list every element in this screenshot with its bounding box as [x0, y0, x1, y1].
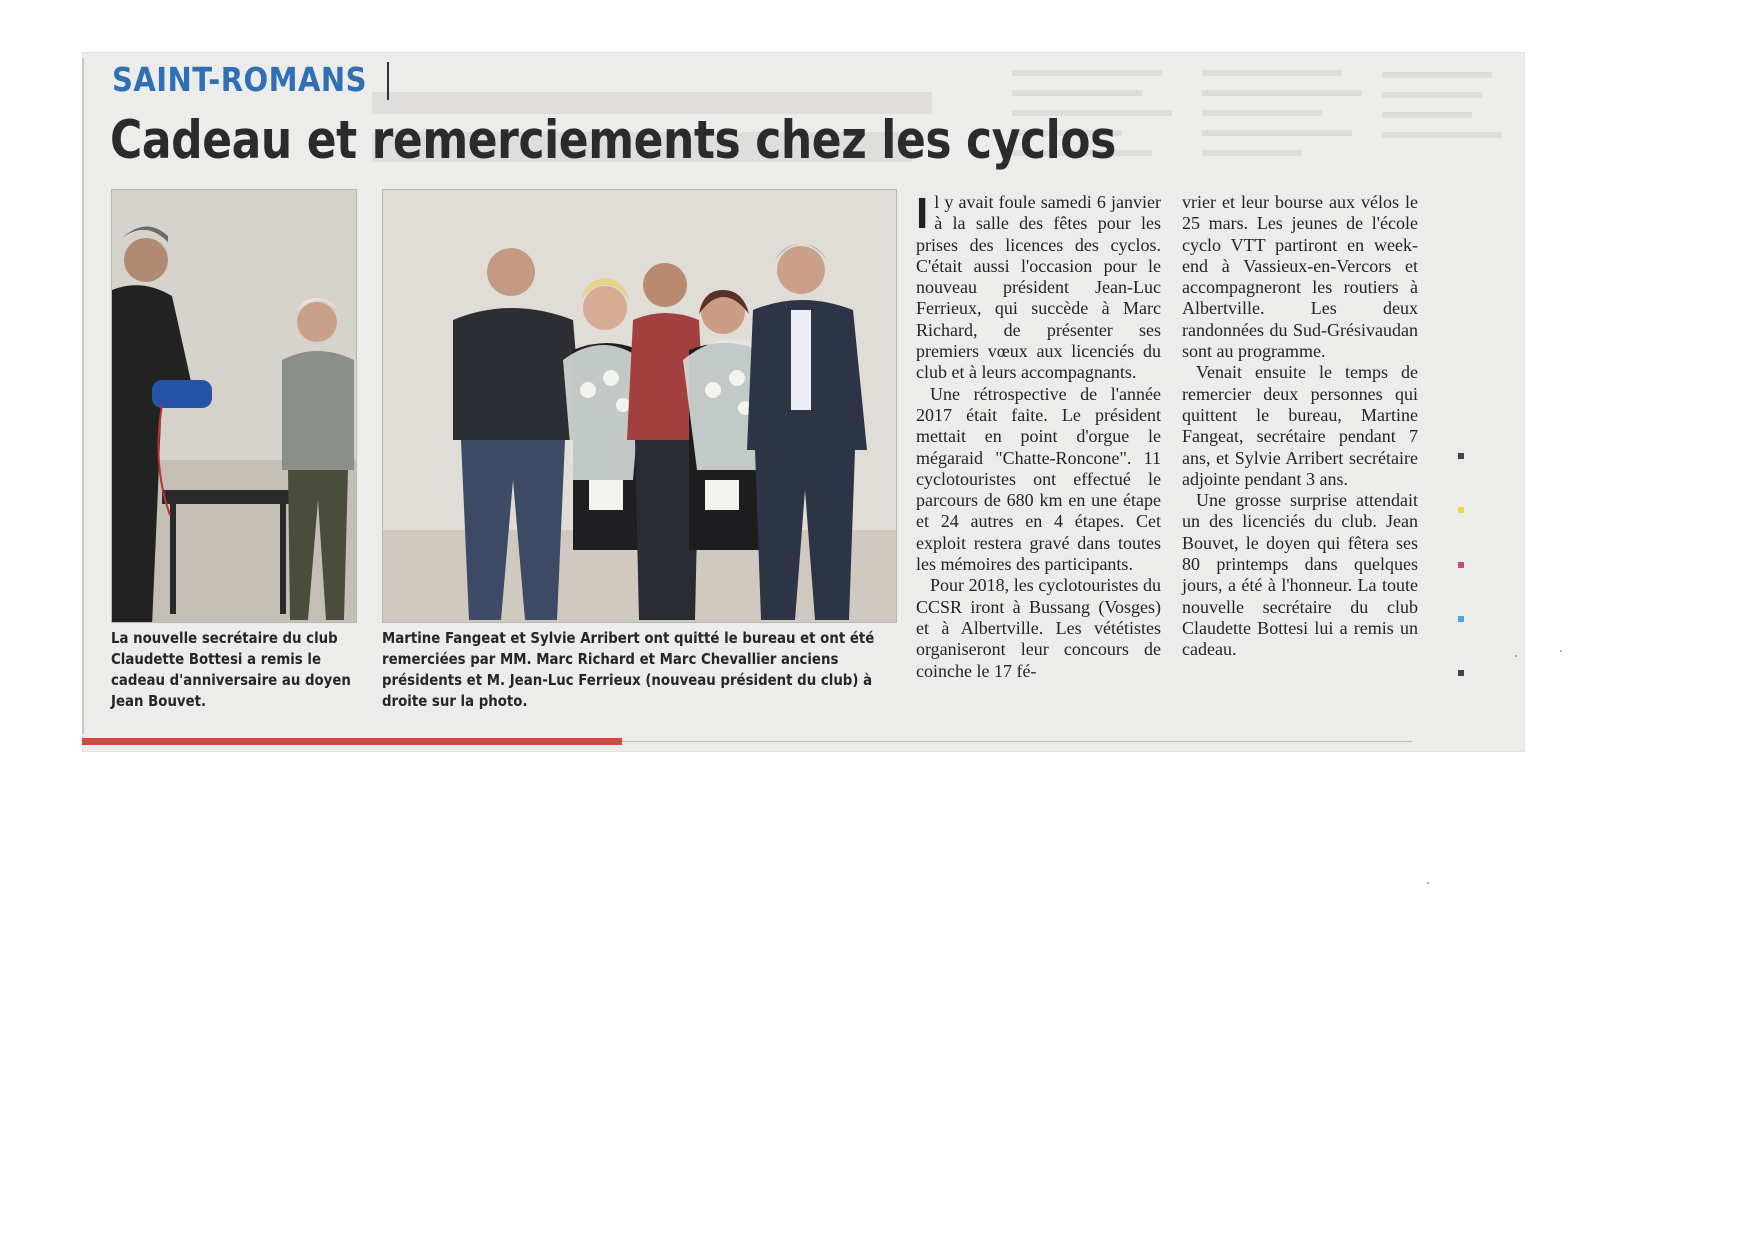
column-rule [82, 58, 84, 734]
photo-gift-presentation [111, 189, 357, 623]
registration-mark-black-2 [1458, 670, 1464, 676]
photo-group-flowers [382, 189, 897, 623]
dropcap: I [916, 189, 929, 238]
paragraph-1 [916, 189, 1161, 384]
newspaper-clipping [82, 52, 1525, 752]
footer-accent-rule [82, 738, 622, 745]
kicker-divider [387, 62, 389, 100]
registration-mark-cyan [1458, 616, 1464, 622]
article-column-2 [1182, 192, 1418, 661]
photo-group-illustration [383, 190, 896, 622]
section-kicker: SAINT-ROMANS [112, 60, 368, 99]
paragraph-2: Une rétrospective de l'année 2017 était faite. Le président mettait en point d'orgue le mégaraid "Chatte-Roncone". 11 cyclotouristes ont effectué le parcours de 680 km en une étape et 24 autres en 4 étapes. Cet exploit restera gravé dans toutes les mémoires des participants. [916, 383, 1161, 575]
footer-rule [622, 741, 1412, 742]
scan-speck [1427, 882, 1429, 884]
article-column-1 [916, 189, 1161, 682]
scan-speck [1560, 650, 1562, 652]
registration-mark-yellow [1458, 507, 1464, 513]
paragraph-4: Venait ensuite le temps de remercier deux personnes qui quittent le bureau, Martine Fangeat, secrétaire pendant 7 ans, et Sylvie Arribert secrétaire adjointe pendant 3 ans. [1182, 362, 1418, 489]
paragraph-3a: Pour 2018, les cyclotouristes du CCSR iront à Bussang (Vosges) et à Albertville. Les vététistes organiseront leur concours de coinche le 17 fé- [916, 575, 1161, 681]
photo-caption-2: Martine Fangeat et Sylvie Arribert ont quitté le bureau et ont été remerciées par MM. Marc Richard et Marc Chevallier anciens présidents et M. Jean-Luc Ferrieux (nouveau président du club) à droite sur la photo. [382, 629, 875, 710]
headline: Cadeau et remerciements chez les cyclos [110, 110, 1116, 171]
paragraph-5: Une grosse surprise attendait un des licenciés du club. Jean Bouvet, le doyen qui fêtera ses 80 printemps dans quelques jours, a été à l'honneur. La toute nouvelle secrétaire du club Claudette Bottesi lui a remis un cadeau. [1182, 490, 1418, 660]
photo-caption-1: La nouvelle secrétaire du club Claudette Bottesi a remis le cadeau d'anniversaire au doyen Jean Bouvet. [111, 629, 351, 710]
scan-speck [1515, 655, 1517, 657]
photo-gift-illustration [112, 190, 356, 622]
paragraph-1-text: l y avait foule samedi 6 janvier à la salle des fêtes pour les prises des licences des cyclos. C'était aussi l'occasion pour le nouveau président Jean-Luc Ferrieux, qui succède à Marc Richard, de présenter ses premiers vœux aux licenciés du club et à leurs accompagnants. [916, 192, 1161, 383]
registration-mark-black [1458, 453, 1464, 459]
paragraph-3b: vrier et leur bourse aux vélos le 25 mars. Les jeunes de l'école cyclo VTT partiront en week-end à Vassieux-en-Vercors et accompagneront les routiers à Albertville. Les deux randonnées du Sud-Grésivaudan sont au programme. [1182, 192, 1418, 362]
registration-mark-magenta [1458, 562, 1464, 568]
